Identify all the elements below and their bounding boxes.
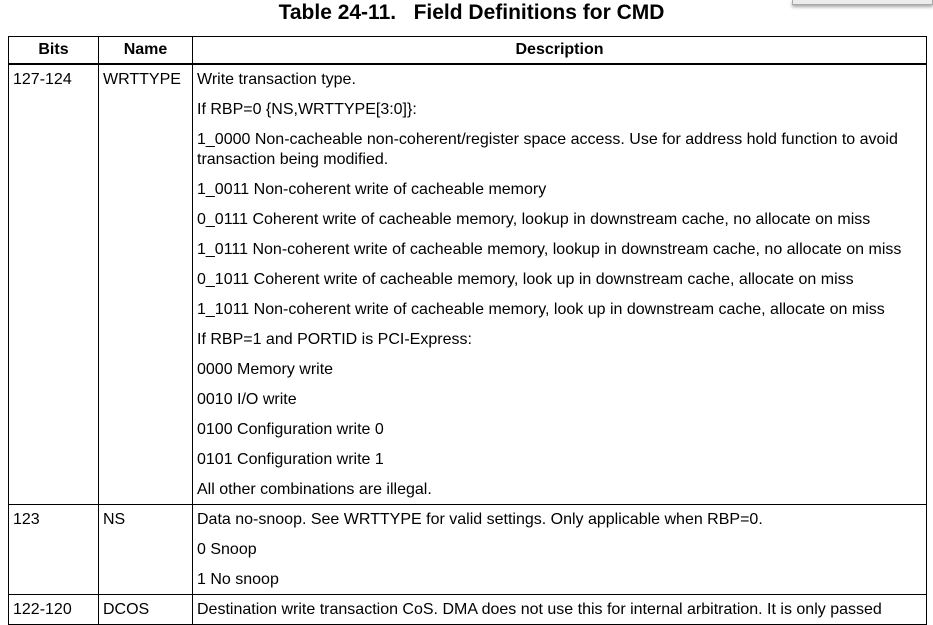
header-row <box>9 37 927 65</box>
header-description: Description <box>193 37 927 65</box>
name-cell: NS <box>99 505 193 595</box>
table-row-wrttype <box>9 64 927 505</box>
description-line: 0_0111 Coherent write of cacheable memory, lookup in downstream cache, no allocate on miss <box>197 211 871 228</box>
bits-cell: 123 <box>9 505 99 595</box>
description-line: 0 Snoop <box>197 541 257 558</box>
description-line: All other combinations are illegal. <box>197 481 432 498</box>
description-line: 1_0000 Non-cacheable non-coherent/register space access. Use for address hold function to avoid transaction being modified. <box>197 131 898 168</box>
description-line: 0000 Memory write <box>197 361 334 378</box>
bits-cell: 122-120 <box>9 595 99 625</box>
table-row-dcos <box>9 595 927 625</box>
header-bits: Bits <box>9 37 99 65</box>
field-definitions-table <box>8 36 927 625</box>
description-cell <box>193 505 927 595</box>
description-line: Data no-snoop. See WRTTYPE for valid settings. Only applicable when RBP=0. <box>197 511 763 528</box>
bits-cell: 127-124 <box>9 64 99 505</box>
description-line: 1_0011 Non-coherent write of cacheable memory <box>197 181 547 198</box>
description-line: 1 No snoop <box>197 571 279 588</box>
description-line: 0_1011 Coherent write of cacheable memory, look up in downstream cache, allocate on miss <box>197 271 854 288</box>
description-line: 1_1011 Non-coherent write of cacheable memory, look up in downstream cache, allocate on miss <box>197 301 885 318</box>
description-line: 0010 I/O write <box>197 391 297 408</box>
table-title: Table 24-11. Field Definitions for CMD <box>278 1 665 24</box>
header-name: Name <box>99 37 193 65</box>
description-line: 0101 Configuration write 1 <box>197 451 384 468</box>
name-cell: WRTTYPE <box>99 64 193 505</box>
description-cell <box>193 64 927 505</box>
description-line: Destination write transaction CoS. DMA does not use this for internal arbitration. It is only passed <box>197 601 882 618</box>
table-row-ns <box>9 505 927 595</box>
description-cell <box>193 595 927 625</box>
description-line: Write transaction type. <box>197 71 356 88</box>
description-line: 1_0111 Non-coherent write of cacheable memory, lookup in downstream cache, no allocate on miss <box>197 241 902 258</box>
name-cell: DCOS <box>99 595 193 625</box>
description-line: 0100 Configuration write 0 <box>197 421 384 438</box>
description-line: If RBP=1 and PORTID is PCI-Express: <box>197 331 472 348</box>
description-line: If RBP=0 {NS,WRTTYPE[3:0]}: <box>197 101 417 118</box>
